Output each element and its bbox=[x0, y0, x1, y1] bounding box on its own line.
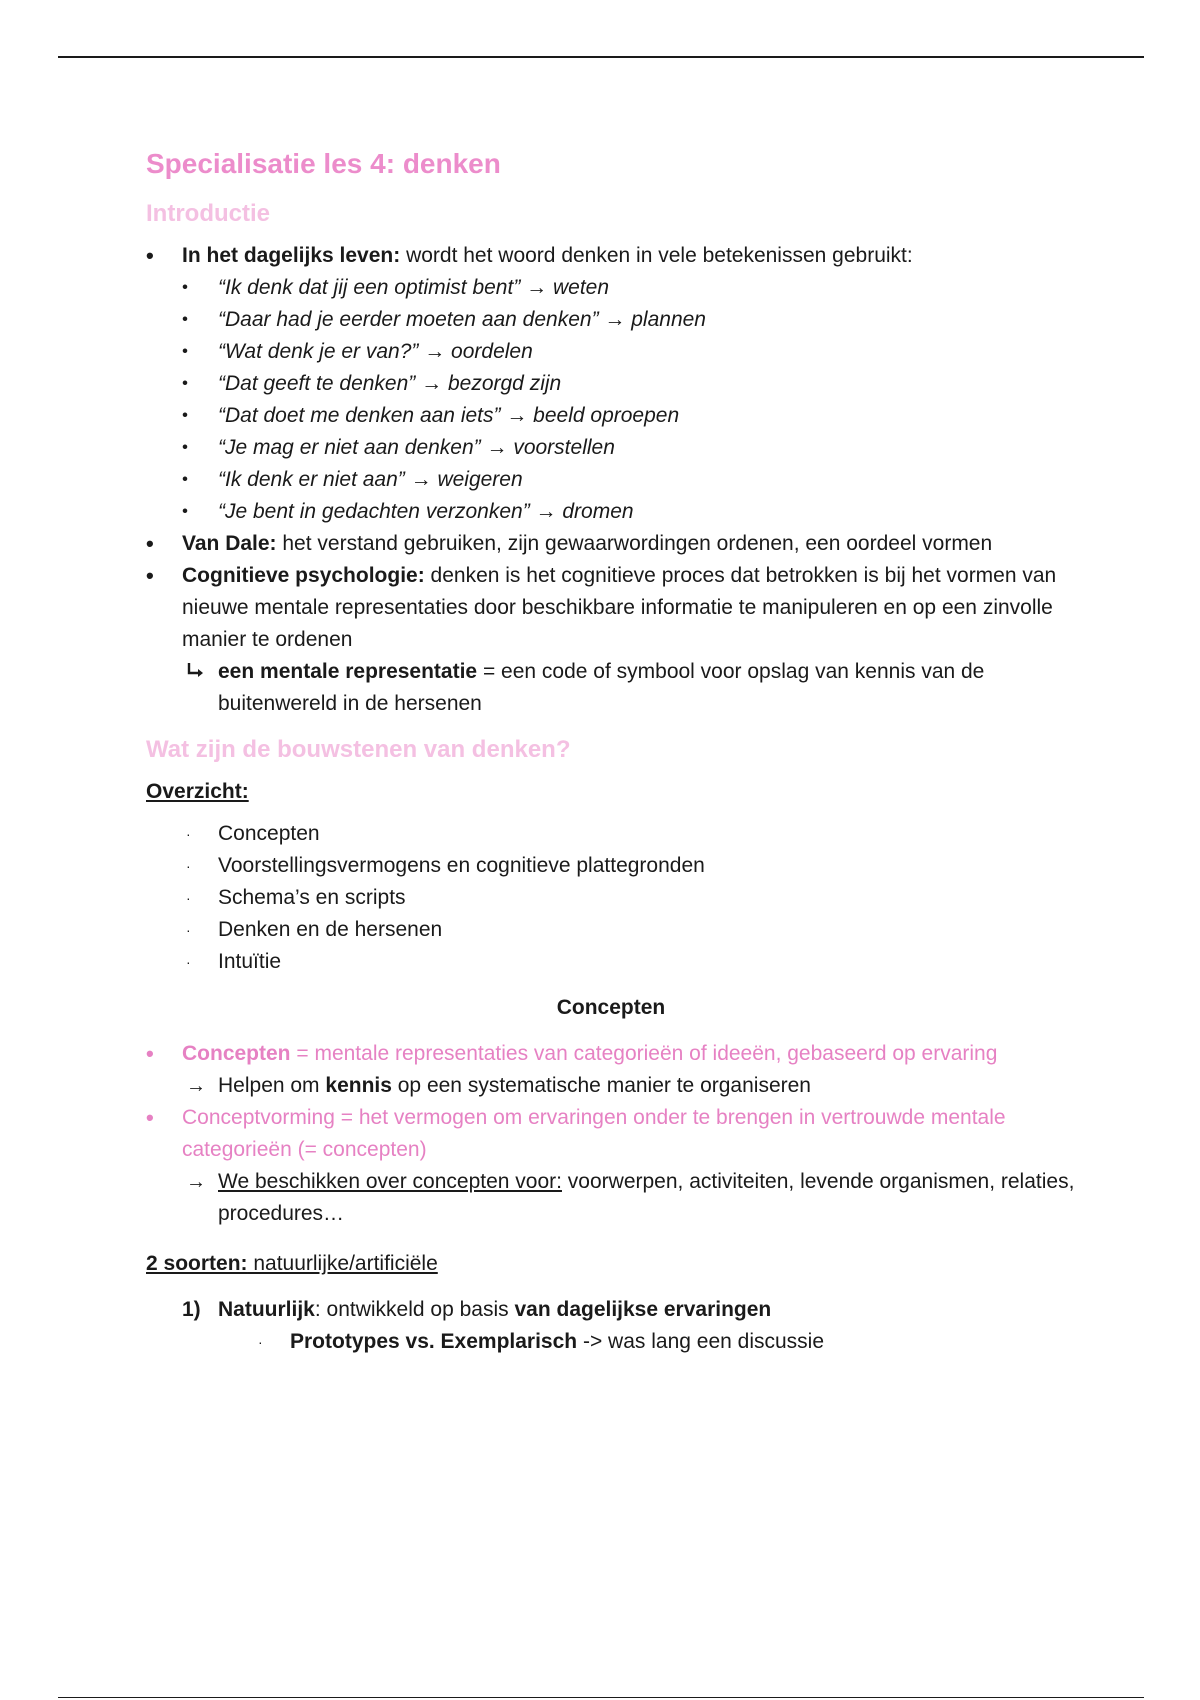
concepts-help-note: → Helpen om kennis op een systematische manier te organiseren bbox=[146, 1070, 1076, 1102]
overview-item: · Denken en de hersenen bbox=[186, 918, 443, 941]
heading-concepten: Concepten bbox=[556, 996, 666, 1019]
bullet-marker: • bbox=[182, 311, 188, 328]
quote-item: • “Je bent in gedachten verzonken” → dromen bbox=[146, 496, 1076, 528]
bullet-marker: • bbox=[146, 1041, 154, 1066]
overview-item: · Concepten bbox=[186, 822, 320, 845]
bullet-marker: • bbox=[182, 439, 188, 456]
bullet-cognitive-psychology: • Cognitieve psychologie: denken is het cognitieve proces dat betrokken is bij het vormen van nieuwe mentale representaties door beschikbare informatie te manipuleren en op een zinvolle manier te ordenen bbox=[146, 560, 1076, 656]
bullet-marker: • bbox=[146, 243, 154, 268]
bullet-marker: • bbox=[182, 343, 188, 360]
return-arrow-icon bbox=[186, 662, 206, 680]
bullet-marker: • bbox=[146, 1105, 154, 1130]
bullet-conceptvorming: • Conceptvorming = het vermogen om ervaringen onder te brengen in vertrouwde mentale categorieën (= concepten) bbox=[146, 1102, 1076, 1166]
two-kinds-line: 2 soorten: natuurlijke/artificiële bbox=[146, 1252, 438, 1275]
top-rule bbox=[58, 56, 1144, 58]
overview-label: Overzicht: bbox=[146, 780, 249, 803]
arrow-right-icon: → bbox=[186, 1171, 206, 1193]
overview-item: · Schema’s en scripts bbox=[186, 886, 406, 909]
bullet-marker: • bbox=[182, 471, 188, 488]
quote-item: • “Ik denk dat jij een optimist bent” → weten bbox=[146, 272, 1076, 304]
quote-item: • “Daar had je eerder moeten aan denken” → plannen bbox=[146, 304, 1076, 336]
overview-item: · Voorstellingsvermogens en cognitieve plattegronden bbox=[186, 854, 705, 877]
bullet-marker: • bbox=[182, 279, 188, 296]
bullet-marker: • bbox=[182, 407, 188, 424]
heading-introductie: Introductie bbox=[146, 200, 270, 227]
prototypes-subitem: · Prototypes vs. Exemplarisch -> was lang een discussie bbox=[258, 1330, 825, 1353]
bullet-daily-life: • In het dagelijks leven: wordt het woord denken in vele betekenissen gebruikt: bbox=[146, 240, 1076, 272]
overview-item: · Intuïtie bbox=[186, 950, 282, 973]
bullet-marker: • bbox=[182, 375, 188, 392]
page-title: Specialisatie les 4: denken bbox=[146, 148, 501, 179]
overview-list bbox=[146, 818, 1076, 978]
bottom-rule bbox=[58, 1697, 1144, 1698]
heading-bouwstenen: Wat zijn de bouwstenen van denken? bbox=[146, 736, 571, 763]
mental-representation-definition: een mentale representatie = een code of symbool voor opslag van kennis van de buitenwereld in de hersenen bbox=[146, 656, 1076, 720]
bullet-concepten-definition: • Concepten = mentale representaties van categorieën of ideeën, gebaseerd op ervaring bbox=[146, 1038, 1076, 1070]
bullet-marker: • bbox=[146, 563, 154, 588]
document-body bbox=[146, 146, 1076, 1358]
bullet-van-dale: • Van Dale: het verstand gebruiken, zijn gewaarwordingen ordenen, een oordeel vormen bbox=[146, 528, 1076, 560]
bullet-marker: • bbox=[146, 531, 154, 556]
numbered-natuurlijk: 1) Natuurlijk: ontwikkeld op basis van dagelijkse ervaringen bbox=[182, 1298, 772, 1321]
arrow-right-icon: → bbox=[186, 1075, 206, 1097]
quote-item: • “Dat doet me denken aan iets” → beeld oproepen bbox=[146, 400, 1076, 432]
quote-item: • “Je mag er niet aan denken” → voorstellen bbox=[146, 432, 1076, 464]
concepts-for-note: → We beschikken over concepten voor: voorwerpen, activiteiten, levende organismen, relaties, procedures… bbox=[146, 1166, 1076, 1230]
quote-item: • “Dat geeft te denken” → bezorgd zijn bbox=[146, 368, 1076, 400]
bullet-marker: • bbox=[182, 503, 188, 520]
quote-item: • “Ik denk er niet aan” → weigeren bbox=[146, 464, 1076, 496]
quote-list bbox=[146, 272, 1076, 528]
quote-item: • “Wat denk je er van?” → oordelen bbox=[146, 336, 1076, 368]
